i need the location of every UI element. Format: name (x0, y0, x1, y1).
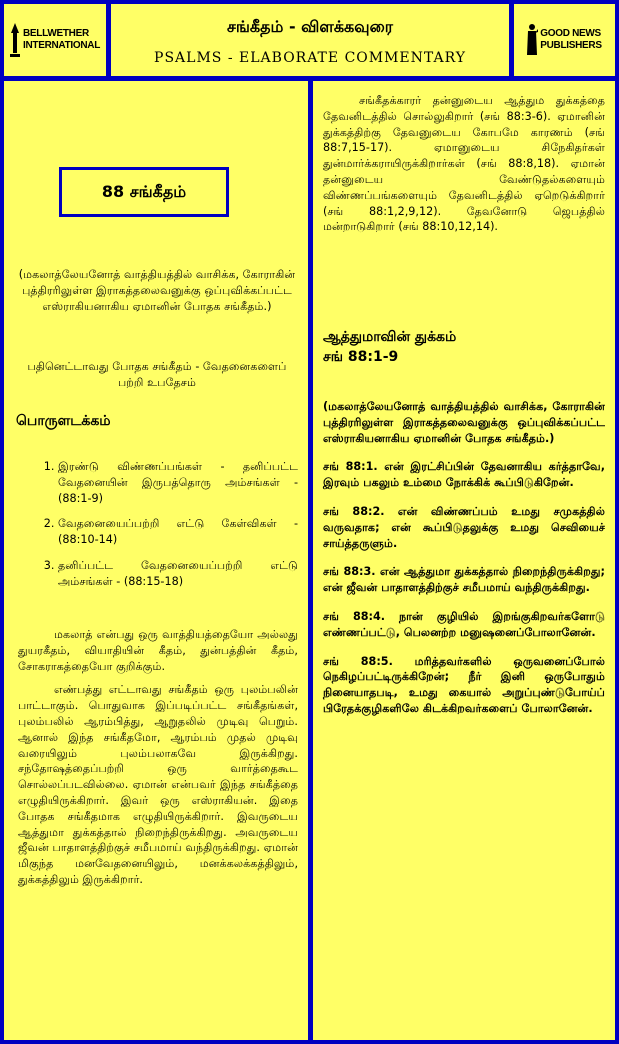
good-news-logo (514, 4, 615, 76)
contents-heading: பொருளடக்கம் (16, 413, 111, 429)
bellwether-logo (4, 4, 106, 76)
left-logo-line2: INTERNATIONAL (22, 40, 101, 51)
angel-trumpet-icon (527, 23, 537, 57)
right-column (313, 81, 615, 1040)
verse: சங் 88:4. நான் குழியில் இறங்குகிறவர்களோடு எண்ணப்பட்டு, பெலனற்ற மனுஷனைப்போலானேன். (323, 609, 605, 639)
section-heading-ref: சங் 88:1-9 (323, 349, 399, 365)
right-logo-line2: PUBLISHERS (540, 40, 602, 51)
verse: (மகலாத்லேயனோத் வாத்தியத்தில் வாசிக்க, கோராகின் புத்திரரிலுள்ள இராகத்தலைவனுக்கு ஒப்புவிக்கப்பட்ட எஸ்ராகியனாகிய ஏமானின் போதக சங்கீதம்.) (323, 400, 605, 445)
paragraph: எண்பத்து எட்டாவது சங்கீதம் ஒரு புலம்பலின் பாட்டாகும். பொதுவாக இப்படிப்பட்ட சங்கீதங்கள், புலம்பலில் ஆரம்பித்து, ஆறுதலில் முடிவு பெறும். ஆனால் இந்த சங்கீதமோ, ஆரம்பம் முதல் முடிவு வரையிலும் புலம்பலாகவே இருக்கிறது. சந்தோஷத்தைப்பற்றி ஒரு வார்த்தைகூட சொல்லப்படவில்லை. ஏமான் என்பவர் இந்த சங்கீத்தை எழுதியிருக்கிறார். இவர் ஒரு எஸ்ராகியன். இதை போதக சங்கீதமாக எழுதியிருக்கிறார். இவருடைய ஆத்துமா துக்கத்தால் நிறைந்திருக்கிறது. அவருடைய ஜீவன் பாதாளத்திற்குச் சமீபமாய் வந்திருக்கிறது. ஏமான் மிகுந்த மனவேதனையிலும், மனக்கலக்கத்திலும், துக்கத்திலும் இருக்கிறார். (18, 683, 298, 886)
superscription: (மகலாத்லேயனோத் வாத்தியத்தில் வாசிக்க, கோராகின் புத்திரரிலுள்ள இராகத்தலைவனுக்கு ஒப்புவிக்கப்பட்ட எஸ்ராகியனாகிய ஏமானின் போதக சங்கீதம்.) (18, 268, 296, 313)
paragraph: மகலாத் என்பது ஒரு வாத்தியத்தையோ அல்லது துயரகீதம், வியாதியின் கீதம், துன்பத்தின் கீதம், சோகராகத்தையோ குறிக்கும். (18, 628, 298, 673)
section-heading-title: ஆத்துமாவின் துக்கம் (323, 329, 457, 345)
verse-list (323, 399, 605, 730)
subtitle: பதினெட்டாவது போதக சங்கீதம் - வேதனைகளைப் பற்றி உபதேசம் (27, 360, 287, 389)
right-logo-line1: GOOD NEWS (540, 28, 601, 39)
intro-paragraph: சங்கீதக்காரர் தன்னுடைய ஆத்தும துக்கத்தை தேவனிடத்தில் சொல்லுகிறார் (சங் 88:3-6). ஏமானின் துக்கத்திற்கு தேவனுடைய கோபமே காரணம் (சங் 88:7,15-17). ஏமானுடைய சிநேகிதர்கள் துன்மார்க்கராயிருக்கிறார்கள் (சங் 88:8,18). ஏமான் தன்னுடைய வேண்டுதல்களையும் விண்ணப்பங்களையும் தேவனிடத்தில் ஏறெடுக்கிறார் (சங் 88:1,2,9,12). தேவனோடு ஜெபத்தில் மன்றாடுகிறார் (சங் 88:10,12,14). (323, 94, 605, 234)
verse: சங் 88:5. மரித்தவர்களில் ஒருவனைப்போல் நெகிழப்பட்டிருக்கிறேன்; நீர் இனி ஒருபோதும் நினையாதபடி, உமது கையால் அறுப்புண்டுபோய்ப் பிரேதக்குழிகளிலே கிடக்கிறவர்களைப் போலானேன். (323, 654, 605, 715)
header-title-box (111, 4, 509, 76)
contents-list (14, 459, 298, 600)
page-title-tamil: சங்கீதம் - விளக்கவுரை (226, 17, 393, 36)
verse: சங் 88:2. என் விண்ணப்பம் உமது சமுகத்தில் வருவதாக; என் கூப்பிடுதலுக்கு உமது செவியைச் சாய்த்தருளும். (323, 504, 605, 550)
left-column (4, 81, 308, 1040)
verse: சங் 88:3. என் ஆத்துமா துக்கத்தால் நிறைந்திருக்கிறது; என் ஜீவன் பாதாளத்திற்குச் சமீபமாய் வந்திருக்கிறது. (323, 565, 605, 595)
pen-nib-icon (10, 23, 20, 57)
section-heading (323, 327, 605, 367)
page-title-english: PSALMS - ELABORATE COMMENTARY (154, 50, 466, 66)
contents-item: 3. தனிப்பட்ட வேதனையைப்பற்றி எட்டு அம்சங்கள் - (88:15-18) (58, 558, 298, 590)
body-text (18, 627, 298, 896)
left-logo-line1: BELLWETHER (22, 28, 89, 39)
verse: சங் 88:1. என் இரட்சிப்பின் தேவனாகிய கர்த்தாவே, இரவும் பகலும் உம்மை நோக்கிக் கூப்பிடுகிறேன். (323, 460, 605, 490)
psalm-title: 88 சங்கீதம் (59, 167, 229, 217)
contents-item: 2. வேதனையைப்பற்றி எட்டு கேள்விகள் - (88:10-14) (58, 516, 298, 548)
contents-item: 1. இரண்டு விண்ணப்பங்கள் - தனிப்பட்ட வேதனையின் இருபத்தொரு அம்சங்கள் - (88:1-9) (58, 459, 298, 506)
